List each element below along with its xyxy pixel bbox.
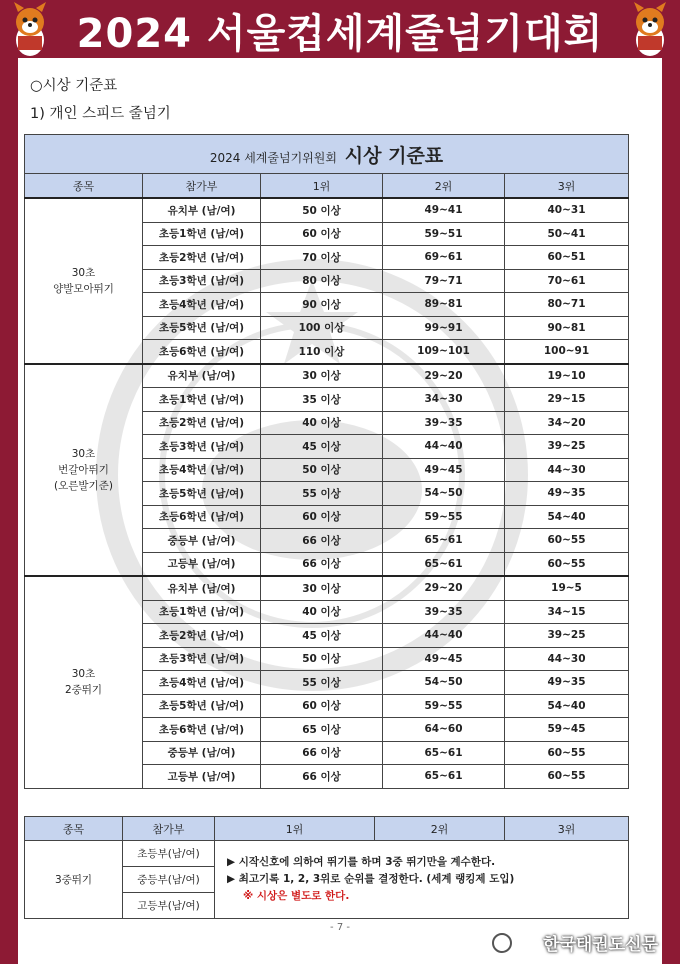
second-place-cell: 109~101	[383, 340, 505, 364]
first-place-cell: 50 이상	[261, 198, 383, 222]
first-place-cell: 35 이상	[261, 388, 383, 412]
third-place-cell: 44~30	[505, 458, 629, 482]
header-second: 2위	[383, 174, 505, 199]
bottom-header-first: 1위	[215, 817, 375, 841]
division-cell: 초등2학년 (남/여)	[143, 411, 261, 435]
first-place-cell: 45 이상	[261, 435, 383, 459]
second-place-cell: 49~41	[383, 198, 505, 222]
third-place-cell: 60~55	[505, 529, 629, 553]
third-place-cell: 60~51	[505, 246, 629, 270]
first-place-cell: 66 이상	[261, 741, 383, 765]
first-place-cell: 66 이상	[261, 529, 383, 553]
third-place-cell: 54~40	[505, 505, 629, 529]
second-place-cell: 59~55	[383, 505, 505, 529]
second-place-cell: 79~71	[383, 269, 505, 293]
mascot-right-icon	[624, 2, 676, 58]
second-place-cell: 65~61	[383, 529, 505, 553]
first-place-cell: 60 이상	[261, 222, 383, 246]
sub-heading: 1) 개인 스피드 줄넘기	[30, 106, 171, 122]
division-cell: 초등5학년 (남/여)	[143, 694, 261, 718]
bottom-row	[25, 841, 629, 867]
triple-jump-table	[24, 816, 629, 919]
caption-prefix: 2024 세계줄넘기위원회	[209, 150, 337, 165]
event-cell	[25, 364, 143, 577]
second-place-cell: 65~61	[383, 741, 505, 765]
table-caption-row	[25, 135, 629, 174]
division-cell: 초등4학년 (남/여)	[143, 458, 261, 482]
division-cell: 초등3학년 (남/여)	[143, 647, 261, 671]
first-place-cell: 40 이상	[261, 600, 383, 624]
event-cell	[25, 198, 143, 364]
bottom-division-cell: 중등부(남/여)	[123, 867, 215, 893]
header-third: 3위	[505, 174, 629, 199]
event-label-line: 30초	[71, 668, 96, 681]
third-place-cell: 34~15	[505, 600, 629, 624]
second-place-cell: 39~35	[383, 411, 505, 435]
title-banner	[0, 0, 680, 58]
first-place-cell: 110 이상	[261, 340, 383, 364]
page-title: 2024 서울컵세계줄넘기대회	[76, 11, 604, 57]
first-place-cell: 55 이상	[261, 482, 383, 506]
third-place-cell: 19~10	[505, 364, 629, 388]
bottom-header-division: 참가부	[123, 817, 215, 841]
third-place-cell: 100~91	[505, 340, 629, 364]
division-cell: 초등6학년 (남/여)	[143, 340, 261, 364]
second-place-cell: 89~81	[383, 293, 505, 317]
bottom-division-cell: 고등부(남/여)	[123, 893, 215, 919]
second-place-cell: 34~30	[383, 388, 505, 412]
third-place-cell: 59~45	[505, 718, 629, 742]
first-place-cell: 66 이상	[261, 765, 383, 789]
bottom-header-row	[25, 817, 629, 841]
third-place-cell: 54~40	[505, 694, 629, 718]
header-first: 1위	[261, 174, 383, 199]
rules-cell	[215, 841, 629, 919]
press-logo-icon	[492, 933, 512, 953]
division-cell: 초등1학년 (남/여)	[143, 222, 261, 246]
second-place-cell: 29~20	[383, 576, 505, 600]
event-label-line: (오른발기준)	[54, 479, 113, 492]
page-number: - 7 -	[330, 922, 350, 933]
third-place-cell: 50~41	[505, 222, 629, 246]
first-place-cell: 60 이상	[261, 694, 383, 718]
division-cell: 중등부 (남/여)	[143, 741, 261, 765]
division-cell: 유치부 (남/여)	[143, 364, 261, 388]
division-cell: 초등2학년 (남/여)	[143, 624, 261, 648]
first-place-cell: 90 이상	[261, 293, 383, 317]
third-place-cell: 49~35	[505, 671, 629, 695]
second-place-cell: 69~61	[383, 246, 505, 270]
third-place-cell: 40~31	[505, 198, 629, 222]
first-place-cell: 80 이상	[261, 269, 383, 293]
rule-line: ▶ 시작신호에 의하여 뛰기를 하며 3중 뛰기만을 계수한다.	[227, 856, 496, 868]
division-cell: 중등부 (남/여)	[143, 529, 261, 553]
third-place-cell: 60~55	[505, 765, 629, 789]
caption-main: 시상 기준표	[344, 144, 444, 167]
division-cell: 고등부 (남/여)	[143, 765, 261, 789]
event-label-line: 2중뛰기	[64, 684, 103, 697]
second-place-cell: 59~55	[383, 694, 505, 718]
frame-left-border	[0, 0, 18, 964]
first-place-cell: 60 이상	[261, 505, 383, 529]
frame-right-border	[662, 0, 680, 964]
second-place-cell: 65~61	[383, 552, 505, 576]
second-place-cell: 64~60	[383, 718, 505, 742]
third-place-cell: 44~30	[505, 647, 629, 671]
first-place-cell: 50 이상	[261, 458, 383, 482]
division-cell: 고등부 (남/여)	[143, 552, 261, 576]
table-caption	[25, 135, 629, 174]
header-event: 종목	[25, 174, 143, 199]
first-place-cell: 70 이상	[261, 246, 383, 270]
division-cell: 초등1학년 (남/여)	[143, 388, 261, 412]
division-cell: 초등5학년 (남/여)	[143, 316, 261, 340]
first-place-cell: 100 이상	[261, 316, 383, 340]
third-place-cell: 60~55	[505, 741, 629, 765]
first-place-cell: 66 이상	[261, 552, 383, 576]
event-label-line: 30초	[71, 447, 96, 460]
division-cell: 유치부 (남/여)	[143, 576, 261, 600]
division-cell: 초등2학년 (남/여)	[143, 246, 261, 270]
third-place-cell: 49~35	[505, 482, 629, 506]
first-place-cell: 30 이상	[261, 576, 383, 600]
division-cell: 초등3학년 (남/여)	[143, 435, 261, 459]
section-heading: ○시상 기준표	[30, 78, 118, 94]
rule-line: ▶ 최고기록 1, 2, 3위로 순위를 결정한다. (세계 랭킹제 도입)	[227, 873, 515, 885]
second-place-cell: 65~61	[383, 765, 505, 789]
table-header-row	[25, 174, 629, 199]
second-place-cell: 29~20	[383, 364, 505, 388]
second-place-cell: 49~45	[383, 458, 505, 482]
division-cell: 초등5학년 (남/여)	[143, 482, 261, 506]
division-cell: 초등3학년 (남/여)	[143, 269, 261, 293]
third-place-cell: 29~15	[505, 388, 629, 412]
event-cell	[25, 576, 143, 788]
second-place-cell: 59~51	[383, 222, 505, 246]
first-place-cell: 45 이상	[261, 624, 383, 648]
bottom-header-event: 종목	[25, 817, 123, 841]
division-cell: 초등4학년 (남/여)	[143, 293, 261, 317]
division-cell: 초등4학년 (남/여)	[143, 671, 261, 695]
division-cell: 초등6학년 (남/여)	[143, 718, 261, 742]
bottom-header-second: 2위	[375, 817, 505, 841]
division-cell: 초등1학년 (남/여)	[143, 600, 261, 624]
first-place-cell: 40 이상	[261, 411, 383, 435]
table-row	[25, 576, 629, 600]
second-place-cell: 54~50	[383, 482, 505, 506]
third-place-cell: 34~20	[505, 411, 629, 435]
first-place-cell: 65 이상	[261, 718, 383, 742]
third-place-cell: 90~81	[505, 316, 629, 340]
second-place-cell: 49~45	[383, 647, 505, 671]
event-label-line: 번갈아뛰기	[58, 463, 109, 476]
third-place-cell: 19~5	[505, 576, 629, 600]
second-place-cell: 99~91	[383, 316, 505, 340]
third-place-cell: 70~61	[505, 269, 629, 293]
table-row	[25, 198, 629, 222]
second-place-cell: 44~40	[383, 435, 505, 459]
third-place-cell: 60~55	[505, 552, 629, 576]
third-place-cell: 39~25	[505, 435, 629, 459]
header-division: 참가부	[143, 174, 261, 199]
bottom-event-cell: 3중뛰기	[25, 841, 123, 919]
second-place-cell: 54~50	[383, 671, 505, 695]
award-note: ※ 시상은 별도로 한다.	[243, 890, 350, 902]
table-row	[25, 364, 629, 388]
event-label-line: 30초	[71, 266, 96, 279]
third-place-cell: 80~71	[505, 293, 629, 317]
division-cell: 초등6학년 (남/여)	[143, 505, 261, 529]
press-logo-text: 한국태권도신문	[543, 935, 658, 955]
event-label-line: 양발모아뛰기	[53, 282, 114, 295]
first-place-cell: 30 이상	[261, 364, 383, 388]
bottom-division-cell: 초등부(남/여)	[123, 841, 215, 867]
first-place-cell: 50 이상	[261, 647, 383, 671]
third-place-cell: 39~25	[505, 624, 629, 648]
bottom-header-third: 3위	[505, 817, 629, 841]
second-place-cell: 39~35	[383, 600, 505, 624]
first-place-cell: 55 이상	[261, 671, 383, 695]
second-place-cell: 44~40	[383, 624, 505, 648]
division-cell: 유치부 (남/여)	[143, 198, 261, 222]
award-criteria-table	[24, 134, 629, 789]
